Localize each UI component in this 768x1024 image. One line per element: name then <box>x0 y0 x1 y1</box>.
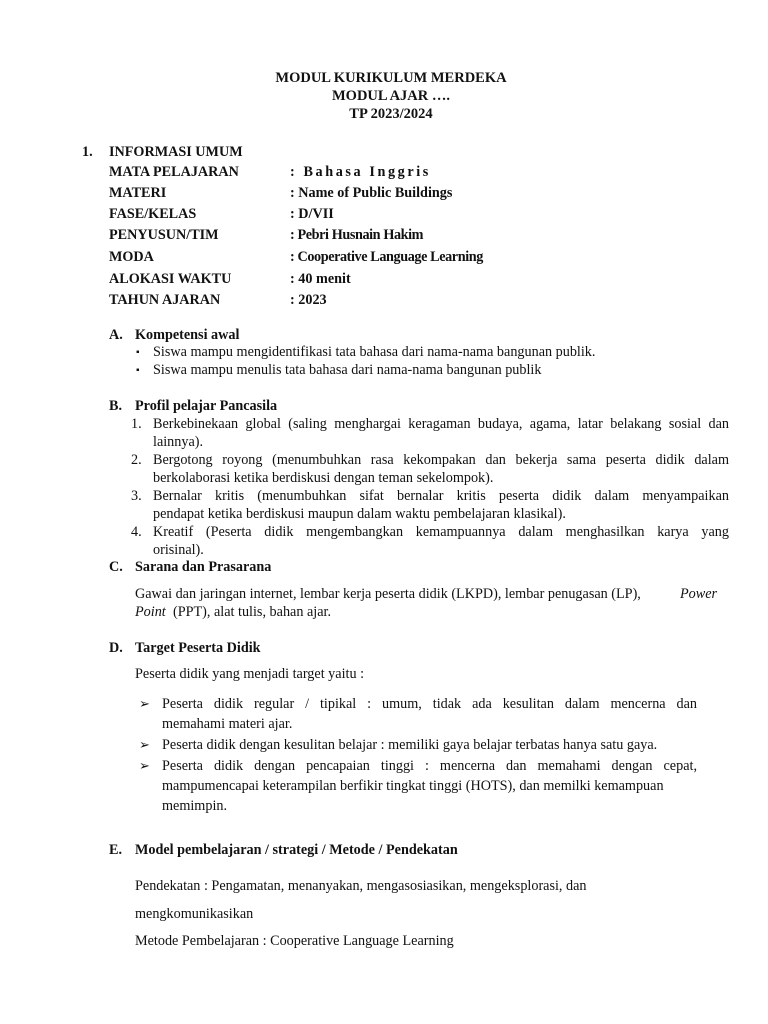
section-e-letter: E. <box>109 842 123 858</box>
info-label: MODA <box>109 249 154 265</box>
emphasis-text: Power <box>680 586 718 602</box>
document-subtitle: MODUL AJAR …. <box>331 88 451 104</box>
paragraph-line: Pendekatan : Pengamatan, menanyakan, mengasosiasikan, mengeksplorasi, dan <box>135 878 587 894</box>
list-number: 3. <box>131 488 142 504</box>
section-a-letter: A. <box>109 327 123 343</box>
list-item-continuation: memahami materi ajar. <box>162 716 293 732</box>
section-d-title: Target Peserta Didik <box>135 640 261 656</box>
list-item-continuation: mampumencapai keterampilan berfikir tingkat tinggi (HOTS), dan memilki kemampuan <box>162 778 664 794</box>
info-value: : 2023 <box>290 292 327 308</box>
info-label: MATERI <box>109 185 167 201</box>
list-item: Kreatif (Peserta didik mengembangkan kemampuannya dalam menghasilkan karya yang <box>153 524 729 540</box>
list-item: Peserta didik dengan kesulitan belajar : memiliki gaya belajar terbatas hanya satu gaya. <box>162 737 658 753</box>
list-item: Bernalar kritis (menumbuhkan sifat bernalar kritis peserta didik dalam menyampaikan <box>153 488 729 504</box>
list-number: 2. <box>131 452 142 468</box>
paragraph-line: Metode Pembelajaran : Cooperative Language Learning <box>135 933 454 949</box>
list-item: Peserta didik dengan pencapaian tinggi : mencerna dan memahami dengan cepat, <box>162 758 697 774</box>
emphasis-text: Point <box>135 604 166 620</box>
list-item: Siswa mampu mengidentifikasi tata bahasa dari nama-nama bangunan publik. <box>153 344 596 360</box>
section-c-letter: C. <box>109 559 123 575</box>
paragraph-line: mengkomunikasikan <box>135 906 254 922</box>
section-1-number: 1. <box>82 144 93 160</box>
list-number: 1. <box>131 416 142 432</box>
square-bullet-icon: ▪ <box>136 347 140 358</box>
section-e-title: Model pembelajaran / strategi / Metode / Pendekatan <box>135 842 458 858</box>
info-value: : Name of Public Buildings <box>290 185 453 201</box>
info-label: TAHUN AJARAN <box>109 292 221 308</box>
square-bullet-icon: ▪ <box>136 365 140 376</box>
info-value: : Cooperative Language Learning <box>290 249 483 265</box>
info-label: FASE/KELAS <box>109 206 197 222</box>
paragraph-line: (PPT), alat tulis, bahan ajar. <box>173 604 331 620</box>
info-value: : D/VII <box>290 206 334 222</box>
section-a-title: Kompetensi awal <box>135 327 240 343</box>
list-item-continuation: pendapat ketika berdiskusi maupun dalam waktu pembelajaran klasikal). <box>153 506 566 522</box>
info-value: : Bahasa Inggris <box>290 164 431 180</box>
list-item: Peserta didik regular / tipikal : umum, tidak ada kesulitan dalam mencerna dan <box>162 696 697 712</box>
list-item-continuation: lainnya). <box>153 434 204 450</box>
info-value: : Pebri Husnain Hakim <box>290 227 424 243</box>
section-b-title: Profil pelajar Pancasila <box>135 398 278 414</box>
section-1-title: INFORMASI UMUM <box>109 144 243 160</box>
paragraph-line: Peserta didik yang menjadi target yaitu : <box>135 666 365 682</box>
info-label: MATA PELAJARAN <box>109 164 239 180</box>
section-d-letter: D. <box>109 640 123 656</box>
info-label: PENYUSUN/TIM <box>109 227 219 243</box>
school-year: TP 2023/2024 <box>349 106 433 122</box>
info-value: : 40 menit <box>290 271 351 287</box>
document-title: MODUL KURIKULUM MERDEKA <box>275 70 507 86</box>
section-c-title: Sarana dan Prasarana <box>135 559 272 575</box>
list-item: Siswa mampu menulis tata bahasa dari nama-nama bangunan publik <box>153 362 542 378</box>
list-item: Bergotong royong (menumbuhkan rasa kekompakan dan bekerja sama peserta didik dalam <box>153 452 729 468</box>
arrow-bullet-icon: ➢ <box>139 696 150 711</box>
info-label: ALOKASI WAKTU <box>109 271 232 287</box>
list-item-continuation: orisinal). <box>153 542 204 558</box>
section-b-letter: B. <box>109 398 123 414</box>
arrow-bullet-icon: ➢ <box>139 758 150 773</box>
list-number: 4. <box>131 524 142 540</box>
list-item-continuation: berkolaborasi ketika berdiskusi dengan teman sekelompok). <box>153 470 494 486</box>
arrow-bullet-icon: ➢ <box>139 737 150 752</box>
paragraph-line: Gawai dan jaringan internet, lembar kerja peserta didik (LKPD), lembar penugasan (LP), <box>135 586 641 602</box>
list-item-continuation: memimpin. <box>162 798 228 814</box>
list-item: Berkebinekaan global (saling menghargai keragaman budaya, agama, latar belakang sosial dan <box>153 416 729 432</box>
